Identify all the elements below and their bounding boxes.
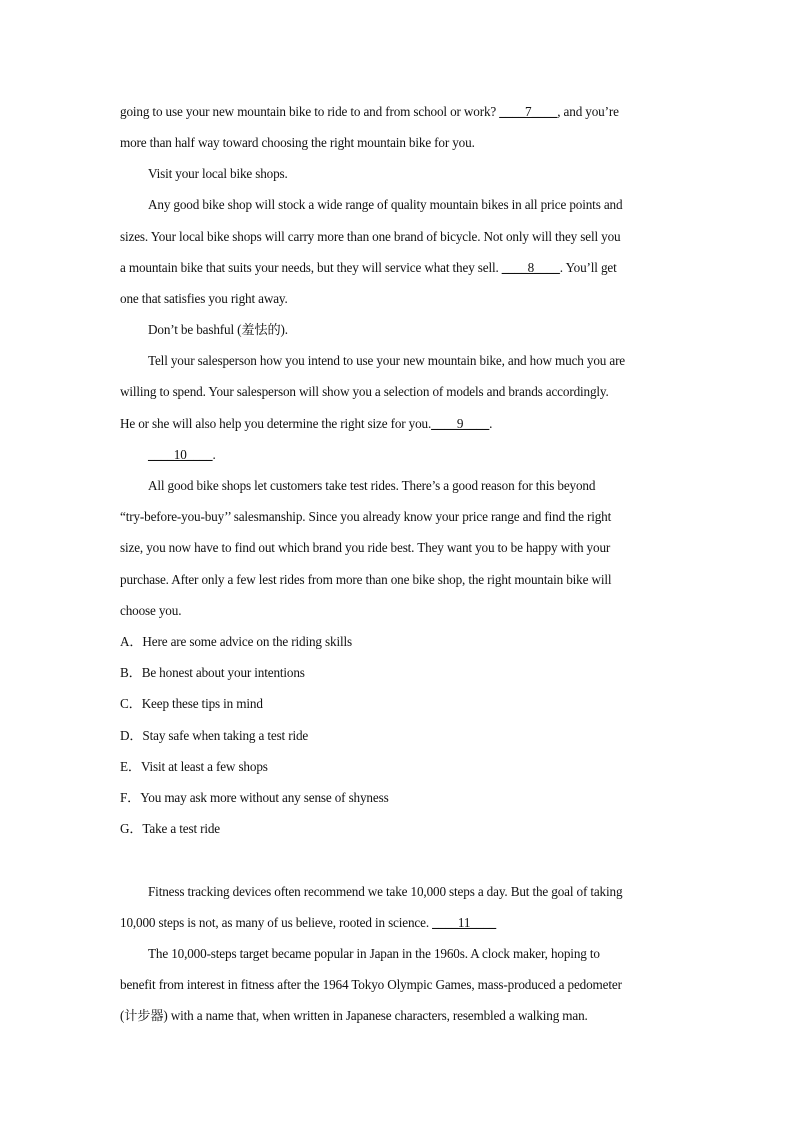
option-c: C．Keep these tips in mind [120, 696, 263, 711]
section-heading-visit-shops: Visit your local bike shops. [148, 166, 288, 181]
p1-line-4: Any good bike shop will stock a wide range of quality mountain bikes in all price points and [148, 197, 623, 212]
blank-7: ____7____ [499, 104, 558, 119]
p2-line-3: The 10,000-steps target became popular in Japan in the 1960s. A clock maker, hoping to [148, 946, 600, 961]
p1-line-11: He or she will also help you determine the right size for you.____9____. [120, 416, 493, 431]
option-d: D．Stay safe when taking a test ride [120, 728, 309, 743]
option-b: B．Be honest about your intentions [120, 665, 305, 680]
option-f: F．You may ask more without any sense of shyness [120, 790, 389, 805]
p1-line-5: sizes. Your local bike shops will carry more than one brand of bicycle. Not only will they sell you [120, 229, 621, 244]
p1-line-1: going to use your new mountain bike to ride to and from school or work? ____7____, and you’re [120, 104, 619, 119]
p1-line-9: Tell your salesperson how you intend to use your new mountain bike, and how much you are [148, 353, 626, 368]
section-heading-dont-be-bashful: Don’t be bashful (羞怯的). [148, 322, 288, 337]
blank-8: ____8____ [501, 260, 560, 275]
p1-line-14: “try-before-you-buy’’ salesmanship. Since you already know your price range and find the right [120, 509, 612, 524]
p1-line-15: size, you now have to find out which brand you ride best. They want you to be happy with your [120, 540, 611, 555]
option-e: E．Visit at least a few shops [120, 759, 268, 774]
p1-line-17: choose you. [120, 603, 182, 618]
option-g: G．Take a test ride [120, 821, 221, 836]
section-heading-blank-10: ____10____. [148, 447, 216, 462]
option-a: A．Here are some advice on the riding skills [120, 634, 352, 649]
p2-line-4: benefit from interest in fitness after the 1964 Tokyo Olympic Games, mass-produced a pedometer [120, 977, 622, 992]
p1-line-16: purchase. After only a few lest rides from more than one bike shop, the right mountain bike will [120, 572, 612, 587]
p1-line-6: a mountain bike that suits your needs, but they will service what they sell. ____8____. You’ll get [120, 260, 617, 275]
blank-11: ____11____ [432, 915, 497, 930]
p1-line-2: more than half way toward choosing the right mountain bike for you. [120, 135, 475, 150]
blank-9: ____9____ [431, 416, 490, 431]
p1-line-7: one that satisfies you right away. [120, 291, 288, 306]
blank-10: ____10____ [148, 447, 213, 462]
p2-line-2: 10,000 steps is not, as many of us believe, rooted in science. ____11____ [120, 915, 497, 930]
p2-line-1: Fitness tracking devices often recommend we take 10,000 steps a day. But the goal of taking [148, 884, 623, 899]
p2-line-5: (计步器) with a name that, when written in Japanese characters, resembled a walking man. [120, 1008, 588, 1023]
p1-line-13: All good bike shops let customers take test rides. There’s a good reason for this beyond [148, 478, 596, 493]
p1-line-10: willing to spend. Your salesperson will show you a selection of models and brands accordingly. [120, 384, 609, 399]
